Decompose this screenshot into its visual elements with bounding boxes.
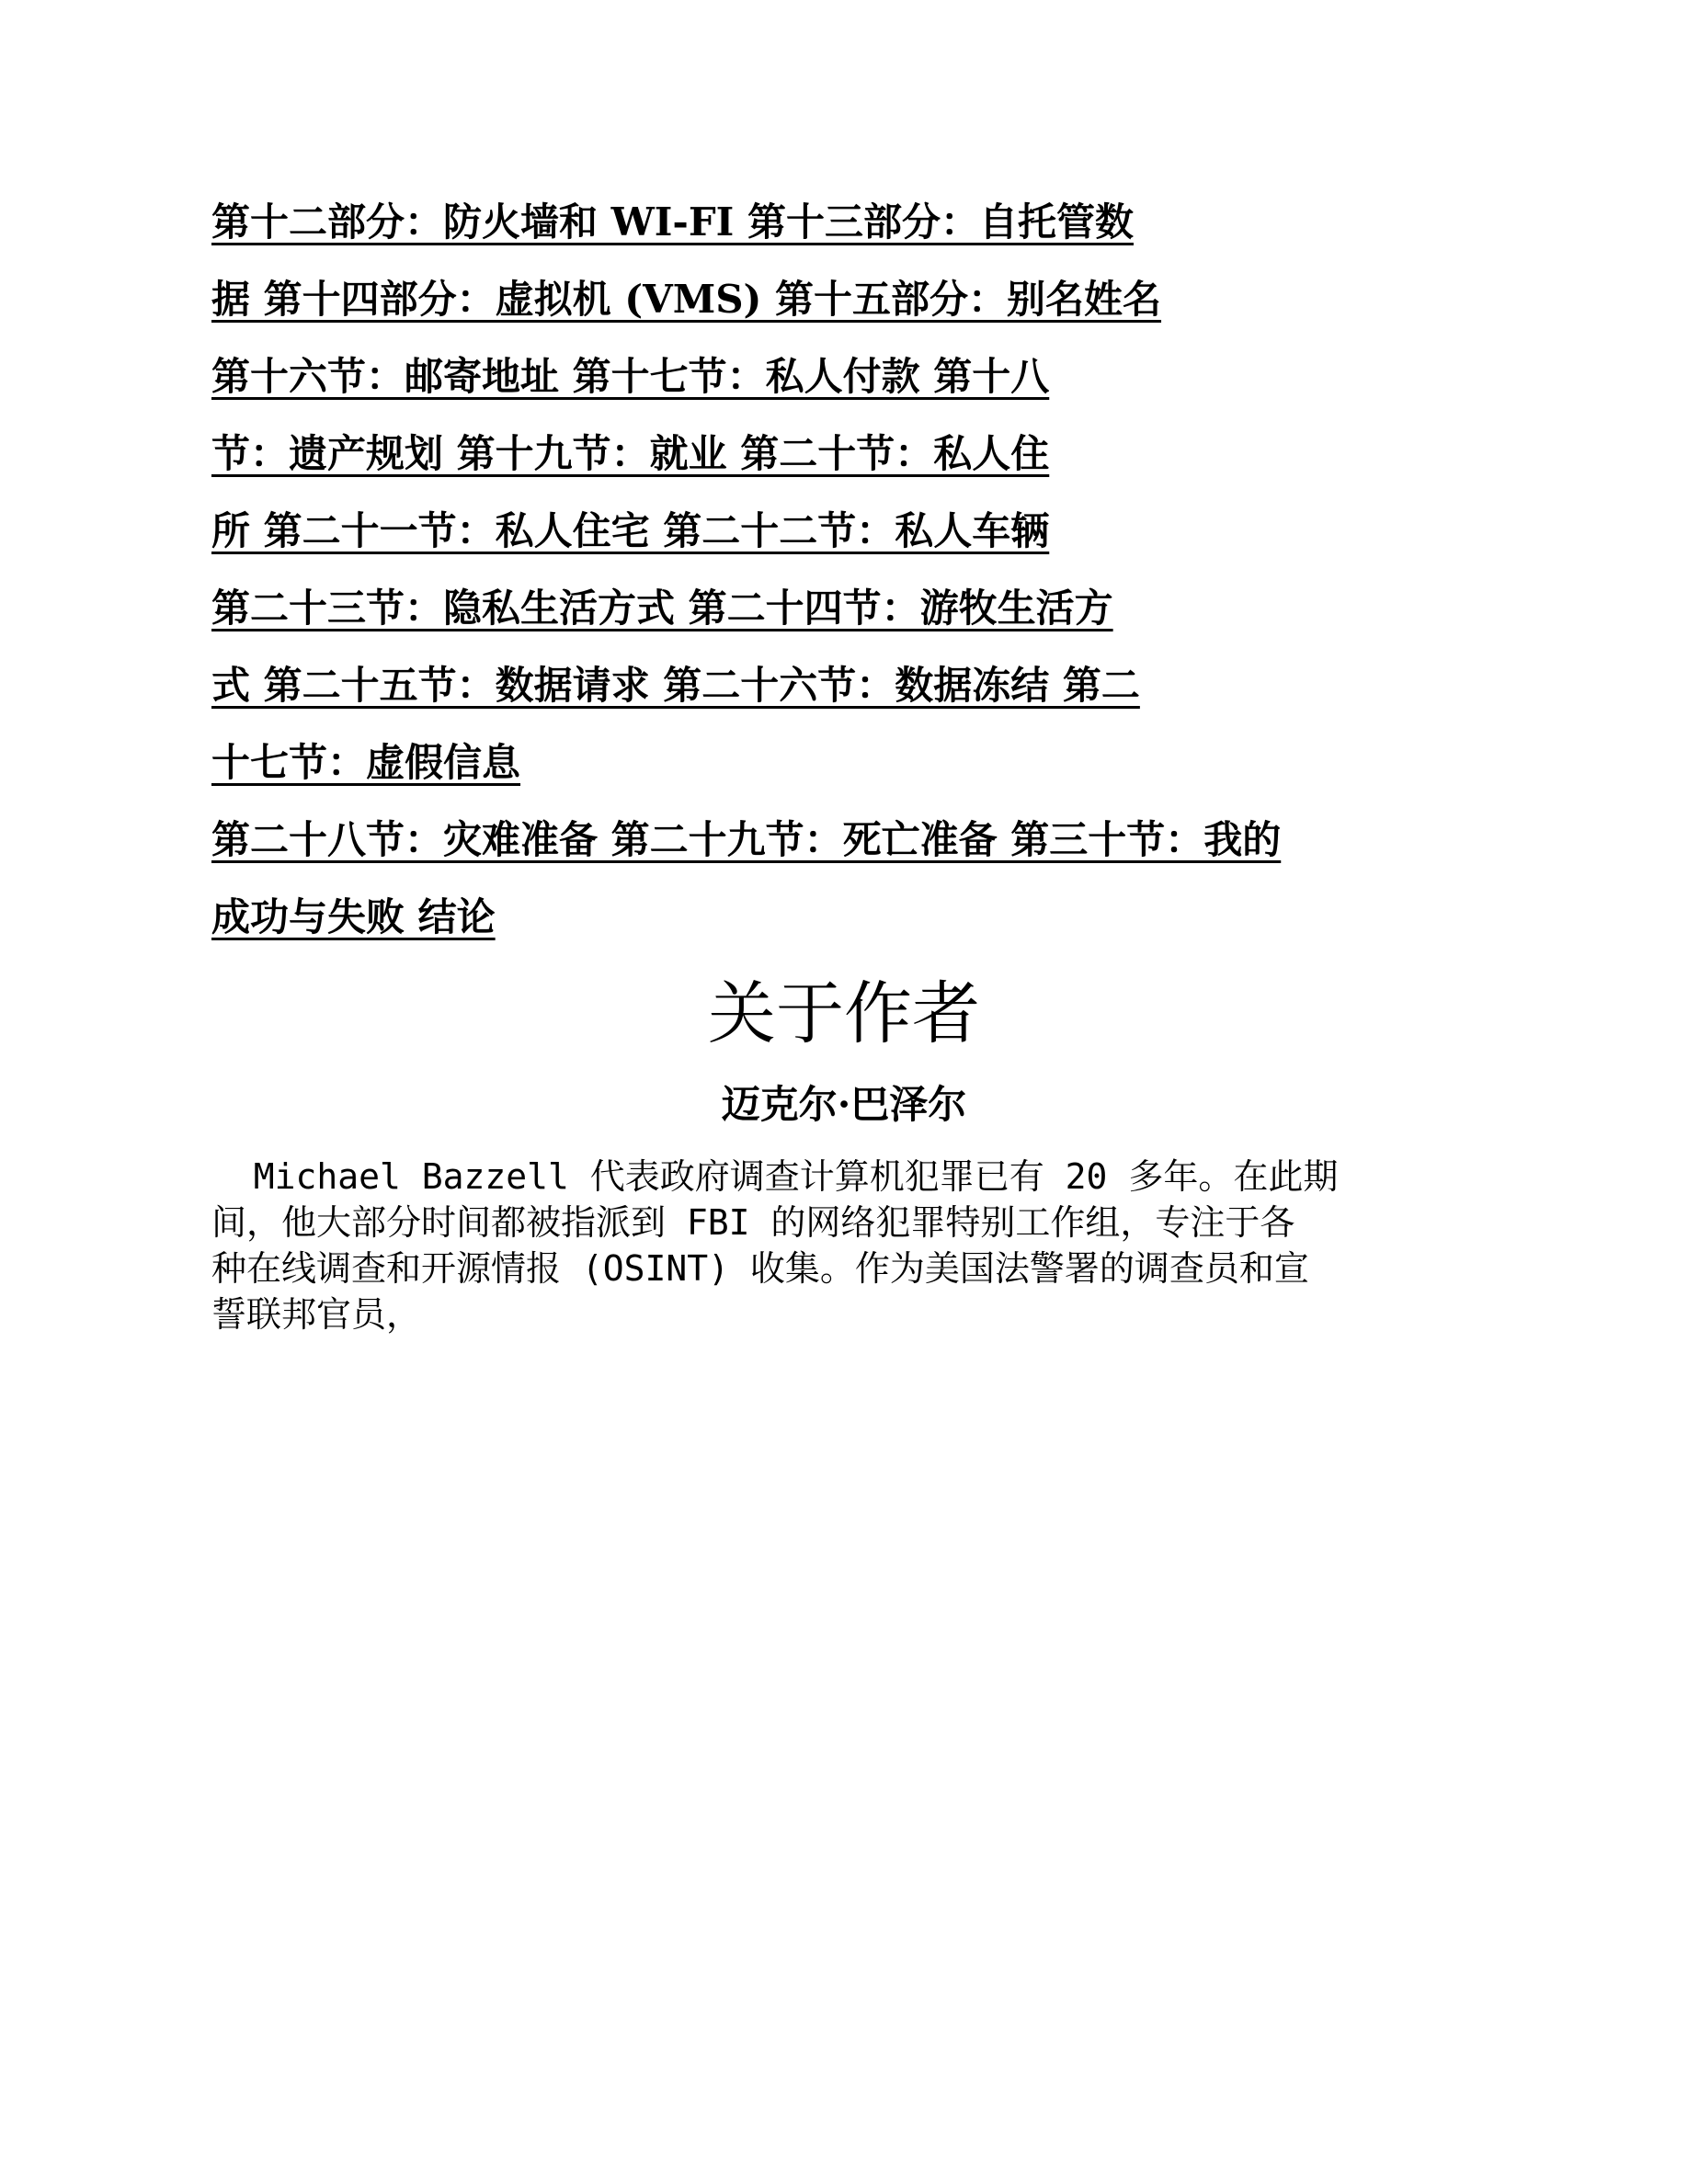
toc-link[interactable]: 所 第二十一节：私人住宅 第二十二节：私人车辆 [211, 508, 1050, 553]
bio-line: 誓联邦官员， [211, 1294, 422, 1335]
table-of-contents [211, 193, 1425, 965]
toc-link[interactable]: 据 第十四部分：虚拟机 (VMS) 第十五部分：别名姓名 [211, 277, 1162, 322]
toc-link[interactable]: 第二十三节：隐私生活方式 第二十四节：游牧生活方 [211, 586, 1113, 631]
toc-link[interactable]: 节：遗产规划 第十九节：就业 第二十节：私人住 [211, 431, 1050, 476]
toc-link[interactable]: 第十二部分：防火墙和 WI-FI 第十三部分：自托管数 [211, 199, 1134, 245]
toc-line [211, 811, 1425, 888]
toc-link[interactable]: 成功与失败 结论 [211, 894, 496, 939]
toc-line [211, 193, 1425, 270]
bio-line: Michael Bazzell 代表政府调查计算机犯罪已有 20 多年。在此期 [211, 1156, 1339, 1197]
toc-line [211, 656, 1425, 734]
author-bio [211, 1154, 1480, 1337]
toc-link[interactable]: 第二十八节：灾难准备 第二十九节：死亡准备 第三十节：我的 [211, 817, 1282, 862]
toc-line [211, 270, 1425, 347]
bio-line: 间，他大部分时间都被指派到 FBI 的网络犯罪特别工作组，专注于各 [211, 1202, 1295, 1243]
author-name: 迈克尔·巴泽尔 [721, 1082, 967, 1127]
toc-link[interactable]: 式 第二十五节：数据请求 第二十六节：数据冻结 第二 [211, 663, 1140, 708]
toc-line [211, 502, 1425, 579]
toc-line [211, 347, 1425, 425]
toc-line [211, 888, 1425, 965]
toc-line [211, 579, 1425, 656]
toc-link[interactable]: 十七节：虚假信息 [211, 740, 521, 785]
toc-line [211, 734, 1425, 811]
bio-line: 种在线调查和开源情报 (OSINT) 收集。作为美国法警署的调查员和宣 [211, 1248, 1309, 1289]
toc-link[interactable]: 第十六节：邮寄地址 第十七节：私人付款 第十八 [211, 354, 1050, 399]
toc-line [211, 425, 1425, 502]
about-author-heading: 关于作者 [708, 974, 980, 1053]
